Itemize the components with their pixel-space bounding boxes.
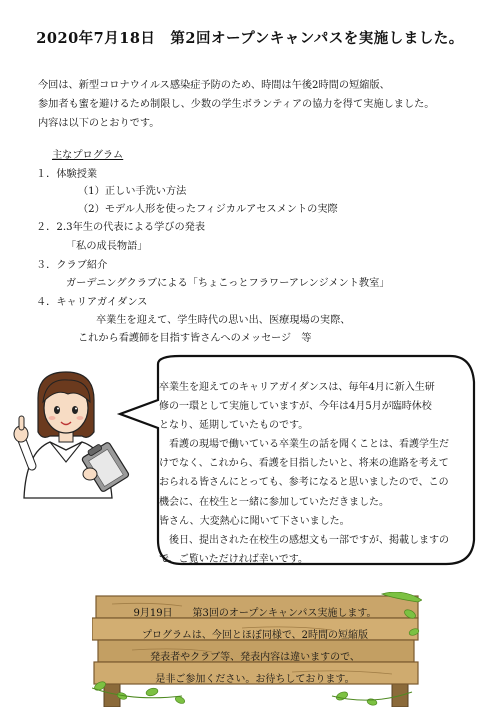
bubble-line: 修の一環として実施していますが、今年は4月5月が臨時休校 <box>159 401 432 413</box>
item-number: ３． <box>36 260 57 271</box>
board-line: 是非ご参加ください。お待ちしております。 <box>155 674 355 685</box>
bubble-line: けでなく、これから、看護を目指したいと、将来の進路を考えて <box>159 458 449 470</box>
pointing-hand-icon <box>14 416 28 442</box>
item-label: 2.3年生の代表による学びの発表 <box>56 222 206 233</box>
bubble-line: 看護の現場で働いている卒業生の話を聞くことは、看護学生だ <box>159 439 449 451</box>
board-line: プログラムは、今回とほぼ同様で、2時間の短縮版 <box>141 630 369 641</box>
program-subitem: ガーデニングクラブによる「ちょこっとフラワーアレンジメント教室」 <box>66 278 390 289</box>
item-label: キャリアガイダンス <box>56 297 148 308</box>
bubble-line: 卒業生を迎えてのキャリアガイダンスは、毎年4月に新入生研 <box>159 382 435 393</box>
board-line: 9月19日 第3回のオープンキャンパス実施します。 <box>133 608 377 619</box>
program-subitem: （2）モデル人形を使ったフィジカルアセスメントの実際 <box>78 204 338 215</box>
right-hand <box>83 468 97 480</box>
bubble-line: 機会に、在校生と一緒に参加していただきました。 <box>159 496 389 508</box>
program-item-2 <box>36 218 205 233</box>
program-subitem: （1）正しい手洗い方法 <box>78 186 187 197</box>
item-number: ４． <box>36 297 57 308</box>
program-heading: 主なプログラム <box>52 150 124 161</box>
bubble-message <box>159 378 474 569</box>
bubble-line: 皆さん、大変熱心に聞いて下さいました。 <box>159 515 350 527</box>
intro-paragraph <box>38 76 478 133</box>
eye-left <box>54 406 60 414</box>
bubble-line: 後日、提出された在校生の感想文も一部ですが、掲載しますの <box>159 534 449 546</box>
page-title: 2020年7月18日 第2回オープンキャンパスを実施しました。 <box>36 30 464 47</box>
bubble-line: おられる皆さんにとっても、参考になると思いましたので、この <box>159 477 449 489</box>
item-label: クラブ紹介 <box>56 260 108 271</box>
program-item-3 <box>36 256 107 271</box>
program-subitem: これから看護師を目指す皆さんへのメッセージ 等 <box>78 333 312 344</box>
program-item-1 <box>36 165 97 180</box>
intro-line: 内容は以下のとおりです。 <box>38 118 160 129</box>
bubble-line: で、ご覧いただければ幸いです。 <box>159 553 308 565</box>
program-subitem: 「私の成長物語」 <box>66 241 148 252</box>
item-label: 体験授業 <box>56 169 98 180</box>
item-number: ２． <box>36 222 57 233</box>
item-number: １． <box>36 169 57 180</box>
program-subitem: 卒業生を迎えて、学生時代の思い出、医療現場の実際、 <box>96 315 351 326</box>
program-item-4 <box>36 293 147 308</box>
intro-line: 参加者も蜜を避けるため制限し、少数の学生ボランティアの協力を得て実施しました。 <box>38 99 435 110</box>
board-line: 発表者やクラブ等、発表内容は違いますので、 <box>150 652 360 663</box>
eye-right <box>72 406 78 414</box>
bubble-line: となり、延期していたものです。 <box>159 420 309 432</box>
intro-line: 今回は、新型コロナウイルス感染症予防のため、時間は午後2時間の短縮版、 <box>38 80 390 91</box>
